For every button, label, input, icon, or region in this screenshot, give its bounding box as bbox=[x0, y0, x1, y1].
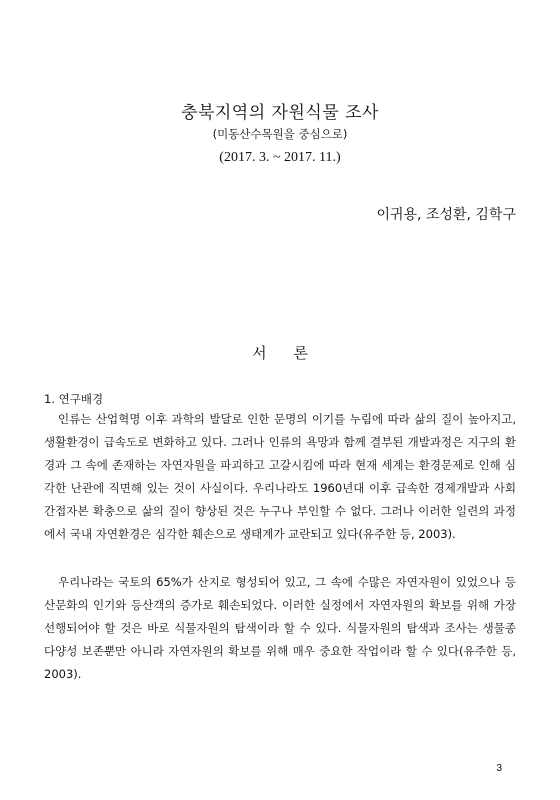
document-title: 충북지역의 자원식물 조사 bbox=[181, 103, 379, 123]
body-paragraph-1: 인류는 산업혁명 이후 과학의 발달로 인한 문명의 이기를 누림에 따라 삶의 질이 높아지고, 생활환경이 급속도로 변화하고 있다. 그러나 인류의 욕망과 함께 결부된 개발과정은 지구의 환경과 그 속에 존재하는 자연자원을 파괴하고 고갈시킴에 따라 현재 세계는 환경문제로 인해 심각한 난관에 직면해 있는 것이 사실이다. 우리나라도 1960년대 이후 급속한 경제개발과 사회간접자본 확충으로 삶의 질이 향상된 것은 누구나 부인할 수 없다. 그러나 이러한 일련의 과정에서 국내 자연환경은 심각한 훼손으로 생태계가 교란되고 있다(유주한 등, 2003). bbox=[44, 412, 516, 541]
document-subtitle: (미동산수목원을 중심으로) bbox=[212, 127, 348, 141]
section-title: 서 론 bbox=[252, 344, 308, 362]
subsection-title: 1. 연구배경 bbox=[44, 392, 104, 406]
author-list: 이귀용, 조성환, 김학구 bbox=[376, 207, 516, 223]
page-number: 3 bbox=[496, 763, 502, 774]
survey-period: (2017. 3. ~ 2017. 11.) bbox=[219, 150, 341, 165]
body-paragraph-2: 우리나라는 국토의 65%가 산지로 형성되어 있고, 그 속에 수많은 자연자원이 있었으나 등산문화의 인기와 등산객의 증가로 훼손되었다. 이러한 실정에서 자연자원의 확보를 위해 가장 선행되어야 할 것은 바로 식물자원의 탐색이라 할 수 있다. 식물자원의 탐색과 조사는 생물종 다양성 보존뿐만 아니라 자연자원의 확보를 위해 매우 중요한 작업이라 할 수 있다(유주한 등, 2003). bbox=[44, 575, 516, 681]
